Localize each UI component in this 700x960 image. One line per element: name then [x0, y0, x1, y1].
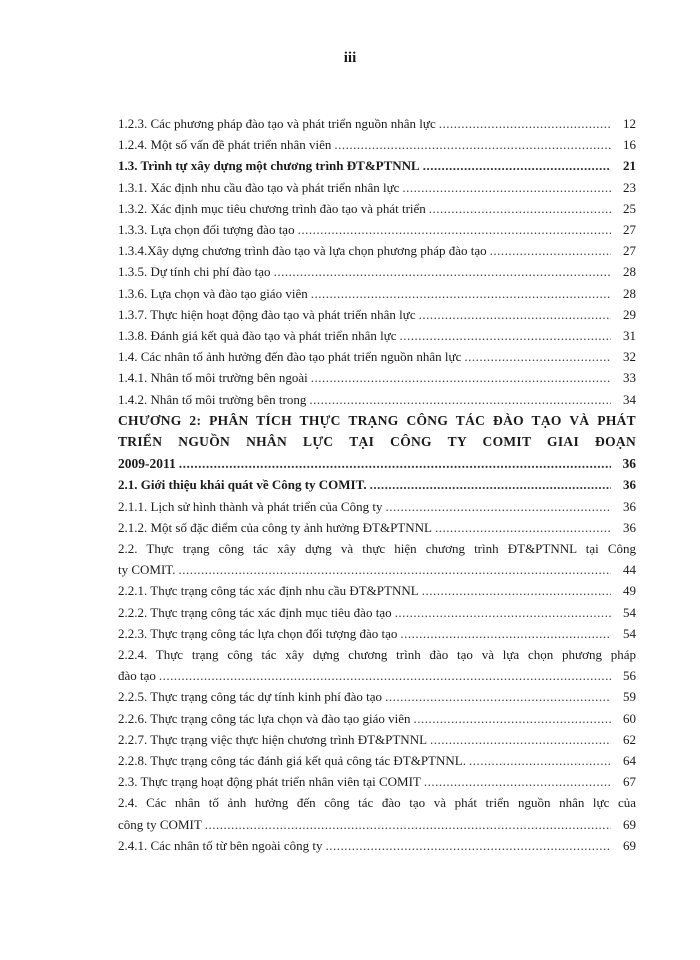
toc-entry[interactable] [118, 517, 636, 538]
dot-leader [179, 453, 611, 475]
toc-page-number: 54 [623, 604, 636, 620]
toc-entry[interactable] [118, 134, 636, 155]
table-of-contents [118, 113, 636, 856]
toc-page-number: 67 [623, 774, 636, 790]
toc-entry-label: 1.4.2. Nhân tố môi trường bên trong [118, 391, 307, 407]
toc-entry[interactable] [118, 198, 636, 219]
toc-entry[interactable] [118, 686, 636, 707]
toc-entry[interactable] [118, 623, 636, 644]
toc-entry[interactable] [118, 771, 636, 792]
toc-entry-label: 2.4.1. Các nhân tố từ bên ngoài công ty [118, 837, 323, 853]
toc-entry[interactable] [118, 602, 636, 623]
dot-leader [429, 198, 611, 219]
dot-leader [414, 708, 611, 729]
dot-leader [422, 580, 611, 601]
toc-entry[interactable] [118, 835, 636, 856]
dot-leader [311, 367, 611, 388]
toc-entry-label: 1.3.1. Xác định nhu cầu đào tạo và phát triển nhân lực [118, 179, 400, 195]
toc-page-number: 69 [623, 837, 636, 853]
dot-leader [424, 771, 611, 792]
dot-leader [490, 240, 611, 261]
toc-page-number: 28 [623, 264, 636, 280]
dot-leader [179, 559, 611, 580]
toc-page-number: 36 [623, 519, 636, 535]
toc-entry-label-line: 2.2.4. Thực trạng công tác xây dựng chương trình đào tạo và lựa chọn phương pháp [118, 646, 636, 662]
toc-page-number: 69 [623, 816, 636, 832]
toc-entry-label: 1.3.2. Xác định mục tiêu chương trình đào tạo và phát triển [118, 200, 426, 216]
toc-entry-label: 1.3.4.Xây dựng chương trình đào tạo và lựa chọn phương pháp đào tạo [118, 243, 487, 259]
toc-entry[interactable] [118, 792, 636, 834]
toc-entry[interactable] [118, 219, 636, 240]
toc-page-number: 27 [623, 243, 636, 259]
toc-entry-label: 2.2.3. Thực trạng công tác lựa chọn đối tượng đào tạo [118, 625, 398, 641]
toc-page-number: 25 [623, 200, 636, 216]
dot-leader [439, 113, 611, 134]
toc-entry-label: 2.3. Thực trạng hoạt động phát triển nhân viên tại COMIT [118, 774, 421, 790]
toc-entry-label: 1.4. Các nhân tố ảnh hưởng đến đào tạo phát triển nguồn nhân lực [118, 349, 462, 365]
toc-entry-label: 2.1.2. Một số đặc điểm của công ty ảnh hưởng ĐT&PTNNL [118, 519, 432, 535]
toc-entry-label-line: 2.2. Thực trạng công tác xây dựng và thực hiện chương trình ĐT&PTNNL tại Công [118, 540, 636, 556]
dot-leader [430, 729, 611, 750]
toc-page-number: 56 [623, 668, 636, 684]
toc-entry[interactable] [118, 750, 636, 771]
dot-leader [435, 517, 611, 538]
toc-page-number: 36 [622, 455, 636, 471]
toc-entry[interactable] [118, 346, 636, 367]
toc-entry[interactable] [118, 177, 636, 198]
toc-entry-label-line: CHƯƠNG 2: PHÂN TÍCH THỰC TRẠNG CÔNG TÁC ĐÀO TẠO VÀ PHÁT TRIỂN NGUỒN NHÂN LỰC TẠI CÔNG TY COMIT GIAI ĐOẠN [118, 412, 636, 450]
dot-leader [400, 623, 611, 644]
toc-page-number: 16 [623, 137, 636, 153]
toc-page-number: 29 [623, 306, 636, 322]
dot-leader [334, 134, 611, 155]
toc-chapter-heading[interactable] [118, 410, 636, 475]
dot-leader [298, 219, 611, 240]
toc-entry[interactable] [118, 708, 636, 729]
toc-entry[interactable] [118, 474, 636, 495]
toc-page-number: 54 [623, 625, 636, 641]
toc-entry-label: 2.2.5. Thực trạng công tác dự tính kinh phí đào tạo [118, 689, 383, 705]
toc-entry-label: 2.2.2. Thực trạng công tác xác định mục tiêu đào tạo [118, 604, 392, 620]
toc-page-number: 36 [623, 477, 636, 493]
toc-entry[interactable] [118, 538, 636, 580]
toc-entry[interactable] [118, 580, 636, 601]
dot-leader [274, 261, 611, 282]
toc-entry-label: 1.2.3. Các phương pháp đào tạo và phát triển nguồn nhân lực [118, 116, 436, 131]
toc-page-number: 33 [623, 370, 636, 386]
toc-entry[interactable] [118, 325, 636, 346]
page-number: iii [343, 50, 357, 66]
toc-entry[interactable] [118, 729, 636, 750]
toc-entry-label: 1.4.1. Nhân tố môi trường bên ngoài [118, 370, 308, 386]
toc-page-number: 64 [623, 752, 636, 768]
toc-entry[interactable] [118, 367, 636, 388]
toc-entry[interactable] [118, 644, 636, 686]
toc-page-number: 44 [623, 562, 636, 578]
toc-entry-label: 2.2.6. Thực trạng công tác lựa chọn và đào tạo giáo viên [118, 710, 411, 726]
dot-leader [159, 665, 611, 686]
toc-entry-label: 1.3.5. Dự tính chi phí đào tạo [118, 264, 271, 280]
dot-leader [309, 389, 611, 410]
dot-leader [326, 835, 611, 856]
toc-page-number: 62 [623, 731, 636, 747]
toc-page-number: 12 [623, 116, 636, 131]
toc-entry-label: 2009-2011 [118, 455, 176, 471]
toc-page-number: 23 [623, 179, 636, 195]
dot-leader [423, 155, 611, 176]
toc-entry-label: 2.2.7. Thực trạng việc thực hiện chương trình ĐT&PTNNL [118, 731, 428, 747]
dot-leader [385, 496, 611, 517]
toc-page-number: 59 [623, 689, 636, 705]
toc-entry-label: 2.2.8. Thực trạng công tác đánh giá kết quả công tác ĐT&PTNNL. [118, 752, 466, 768]
toc-page-number: 31 [623, 328, 636, 344]
toc-entry[interactable] [118, 155, 636, 176]
toc-page-number: 28 [623, 285, 636, 301]
toc-entry-label: 2.1. Giới thiệu khái quát về Công ty COMIT. [118, 477, 367, 493]
toc-entry-label: 1.3.8. Đánh giá kết quả đào tạo và phát triển nhân lực [118, 328, 397, 344]
toc-page-number: 60 [623, 710, 636, 726]
toc-entry-label: 1.3.6. Lựa chọn và đào tạo giáo viên [118, 285, 308, 301]
toc-page-number: 32 [623, 349, 636, 365]
toc-entry[interactable] [118, 283, 636, 304]
toc-entry-label: 1.3.7. Thực hiện hoạt động đào tạo và phát triển nhân lực [118, 306, 416, 322]
dot-leader [402, 177, 611, 198]
toc-entry[interactable] [118, 496, 636, 517]
toc-entry-label-line: 2.4. Các nhân tố ảnh hưởng đến công tác đào tạo và phát triển nguồn nhân lực của [118, 795, 636, 811]
dot-leader [419, 304, 611, 325]
toc-page-number: 21 [623, 158, 636, 174]
toc-entry-label: ty COMIT. [118, 562, 176, 578]
dot-leader [311, 283, 611, 304]
dot-leader [370, 474, 611, 495]
toc-entry-label: 2.2.1. Thực trạng công tác xác định nhu cầu ĐT&PTNNL [118, 583, 419, 599]
dot-leader [385, 686, 611, 707]
toc-entry[interactable] [118, 304, 636, 325]
toc-entry-label: 1.2.4. Một số vấn đề phát triển nhân viên [118, 137, 332, 153]
toc-entry-label: 2.1.1. Lịch sử hình thành và phát triển của Công ty [118, 498, 383, 514]
dot-leader [469, 750, 611, 771]
dot-leader [205, 814, 611, 835]
toc-entry[interactable] [118, 389, 636, 410]
dot-leader [464, 346, 611, 367]
toc-entry-label: đào tạo [118, 668, 156, 684]
toc-entry[interactable] [118, 261, 636, 282]
toc-entry[interactable] [118, 240, 636, 261]
toc-page-number: 34 [623, 391, 636, 407]
toc-page-number: 36 [623, 498, 636, 514]
dot-leader [400, 325, 611, 346]
dot-leader [395, 602, 611, 623]
toc-entry-label: 1.3. Trình tự xây dựng một chương trình ĐT&PTNNL [118, 158, 420, 174]
toc-entry-label: công ty COMIT [118, 816, 202, 832]
toc-entry-label: 1.3.3. Lựa chọn đối tượng đào tạo [118, 222, 295, 238]
toc-entry[interactable] [118, 113, 636, 134]
toc-page-number: 27 [623, 222, 636, 238]
toc-page-number: 49 [623, 583, 636, 599]
